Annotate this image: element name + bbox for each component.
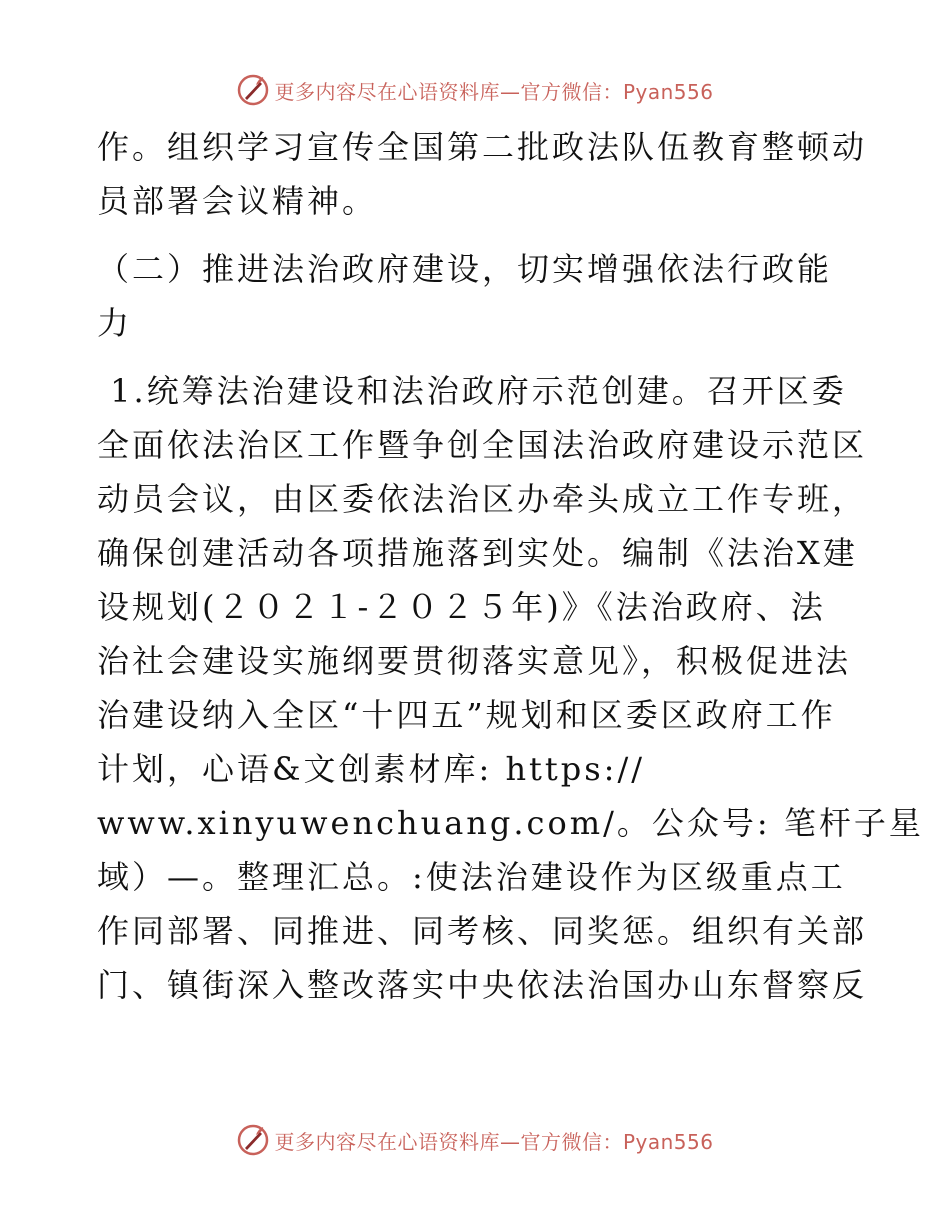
paragraph — [97, 364, 924, 1012]
text-line: 确保创建活动各项措施落到实处。编制《法治X建 — [97, 534, 858, 572]
text-line: 员部署会议精神。 — [97, 182, 378, 220]
header-banner — [0, 70, 950, 110]
text-line: 治社会建设实施纲要贯彻落实意见》，积极促进法 — [97, 642, 852, 680]
text-line: 动员会议，由区委依法治区办牵头成立工作专班， — [97, 480, 868, 518]
quill-logo-icon — [236, 1123, 270, 1157]
text-line: 作同部署、同推进、同考核、同奖惩。组织有关部 — [97, 912, 868, 950]
document-body — [97, 120, 924, 1012]
text-line: 1.统筹法治建设和法治政府示范创建。召开区委 — [97, 372, 847, 410]
text-line: 治建设纳入全区“十四五”规划和区委区政府工作 — [97, 696, 836, 734]
footer-banner — [0, 1120, 950, 1160]
text-line: 域）—。整理汇总。:使法治建设作为区级重点工 — [97, 858, 846, 896]
text-line: 设规划(２０２１-２０２５年)》《法治政府、法 — [97, 588, 826, 626]
text-line: www.xinyuwenchuang.com/。公众号: 笔杆子星 — [97, 804, 924, 842]
quill-logo-icon — [236, 73, 270, 107]
text-line: 作。组织学习宣传全国第二批政法队伍教育整顿动 — [97, 128, 868, 166]
text-line: 计划，心语&文创素材库: https:// — [97, 750, 646, 788]
text-line: （二）推进法治政府建设，切实增强依法行政能 — [97, 250, 833, 288]
text-line: 全面依法治区工作暨争创全国法治政府建设示范区 — [97, 426, 868, 464]
banner-text: 更多内容尽在心语资料库—官方微信：Pyan556 — [274, 79, 714, 104]
banner-text: 更多内容尽在心语资料库—官方微信：Pyan556 — [274, 1129, 714, 1154]
section-heading — [97, 242, 857, 350]
paragraph — [97, 120, 868, 228]
text-line: 门、镇街深入整改落实中央依法治国办山东督察反 — [97, 966, 868, 1004]
text-line: 力 — [97, 304, 133, 342]
